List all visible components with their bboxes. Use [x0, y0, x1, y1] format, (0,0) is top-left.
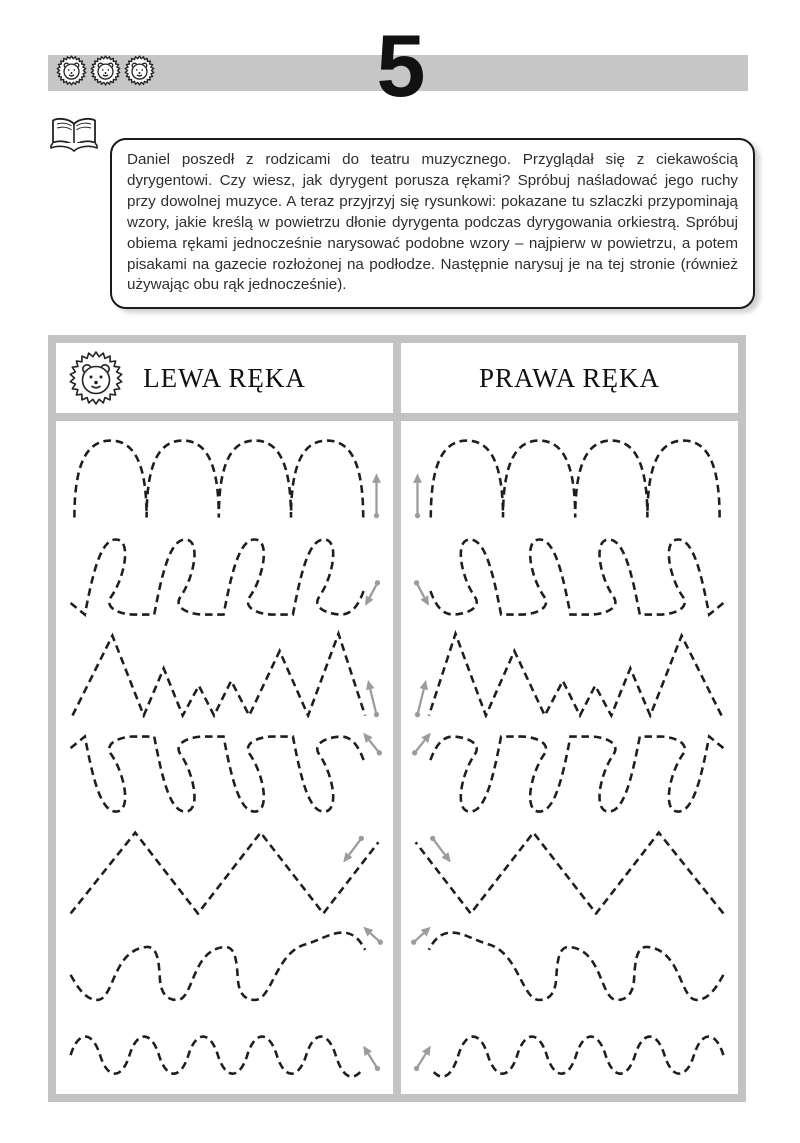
tracing-panel [48, 335, 746, 1102]
trace-row-zigzag-large-left [56, 820, 393, 918]
trace-row-waves-large-left [56, 918, 393, 1016]
trace-row-loops-down-left [56, 721, 393, 819]
right-header-title: PRAWA RĘKA [478, 362, 661, 393]
right-hand-column [401, 343, 738, 1094]
trace-row-waves-small-right [401, 1016, 738, 1089]
trace-row-loops-down-right [401, 721, 738, 819]
right-column-header [401, 343, 738, 413]
trace-row-zigzag-varied-right [401, 623, 738, 721]
left-header-title: LEWA RĘKA [143, 362, 306, 393]
trace-row-arches-left [56, 426, 393, 524]
left-column-header [56, 343, 393, 413]
trace-row-zigzag-varied-left [56, 623, 393, 721]
instruction-text: Daniel poszedł z rodzicami do teatru muzycznego. Przyglądał się z ciekawością dyrygentowi. Czy wiesz, jak dyrygent porusza rękami? Spróbuj naśladować jego ruchy przy dowolnej muzyce. A teraz przyjrzyj się rysunkowi: pokazane tu szlaczki przypominają wzory, jakie kreślą w powietrzu dłonie dyrygenta podczas dyrygowania orkiestrą. Spróbuj obiema rękami jednocześnie narysować podobne wzory – najpierw w powietrzu, a potem pisakami na gazecie rozłożonej na podłodze. Następnie narysuj je na tej stronie (również używając obu rąk jednocześnie). [127, 151, 738, 294]
lion-logo-icon [68, 350, 124, 406]
trace-row-loops-up-right [401, 524, 738, 622]
left-hand-column [56, 343, 393, 1094]
page-number: 5 [376, 16, 424, 115]
trace-row-loops-up-left [56, 524, 393, 622]
right-trace-area [401, 421, 738, 1094]
instruction-box [110, 138, 755, 309]
left-trace-area [56, 421, 393, 1094]
trace-row-waves-small-left [56, 1016, 393, 1089]
book-icon [50, 115, 98, 160]
trace-row-waves-large-right [401, 918, 738, 1016]
trace-row-zigzag-large-right [401, 820, 738, 918]
trace-row-arches-right [401, 426, 738, 524]
